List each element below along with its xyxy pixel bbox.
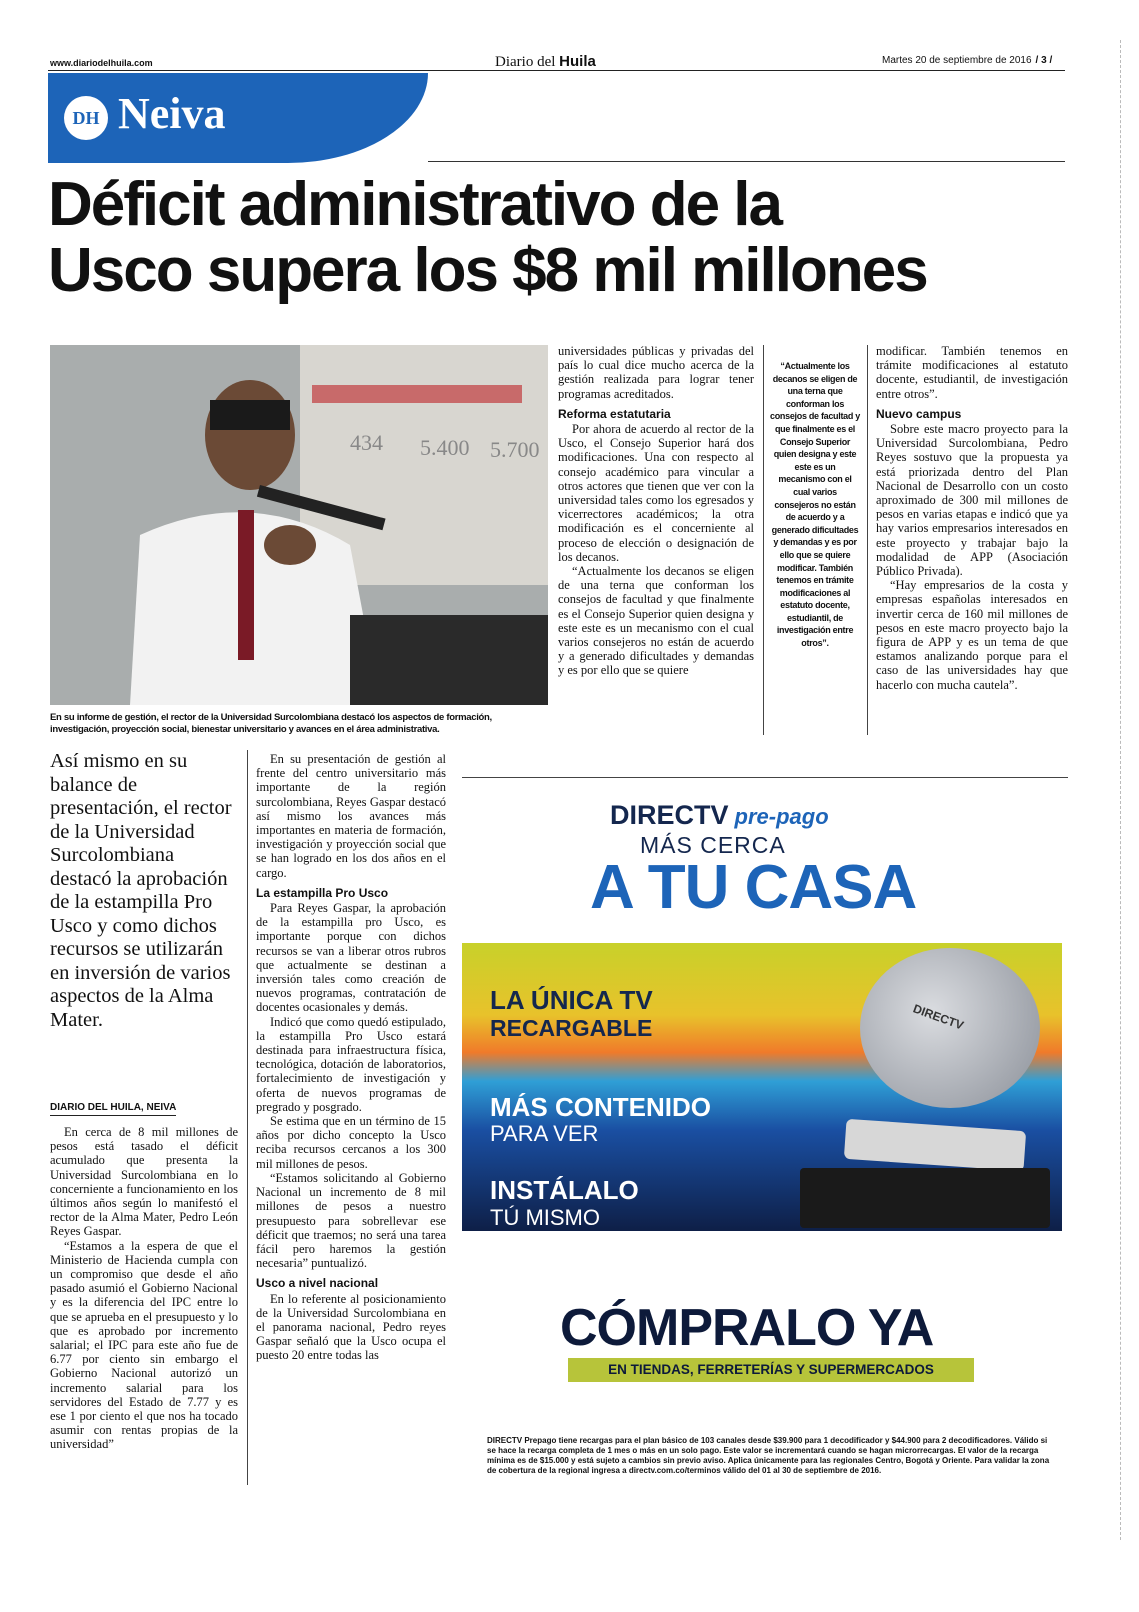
subheading: Nuevo campus xyxy=(876,406,962,421)
paragraph: “Actualmente los decanos se eligen de una terna que conforman los consejos de facultad y que finalmente es el Consejo Superior quien designa y este este es un mecanismo con el cual varios consejeros no están de acuerdo y a generado dificultades y demandas y es por ello que se quiere xyxy=(558,564,754,678)
ad-feature-1-sub: RECARGABLE xyxy=(490,1015,653,1041)
paper-name-bold: Huila xyxy=(559,53,596,70)
dh-logo-icon: DH xyxy=(64,96,108,140)
ad-feature-2: MÁS CONTENIDO xyxy=(490,1092,711,1122)
newspaper-name xyxy=(495,53,596,71)
headline-line-2: Usco supera los $8 mil millones xyxy=(48,236,927,305)
ad-feature-3-sub: TÚ MISMO xyxy=(490,1205,600,1230)
rector-photo-illustration xyxy=(50,345,548,705)
subheading: Reforma estatutaria xyxy=(558,406,671,421)
paragraph: universidades públicas y privadas del país lo cual dice mucho acerca de la gestión realizada para lograr tener programas acreditados. xyxy=(558,344,754,401)
paragraph: “Estamos a la espera de que el Ministerio de Hacienda cumpla con un compromiso que desde el año pasado asumió el Gobierno Nacional y es la diferencia del IPC entre lo que se aprueba en el presupuesto y lo que es aprobado por incremento salarial; el IPC para este año fue de 6.77 por ciento sin embargo el Gobierno Nacional autorizó un incremento salarial para los servidores del Estado de 7.77 y es ese 1 por ciento el que nos ha tocado asumir con rentas propias de la universidad” xyxy=(50,1238,238,1452)
ad-call-to-action: CÓMPRALO YA xyxy=(560,1299,934,1357)
article-lead: Así mismo en su balance de presentación, el rector de la Universidad Surcolombiana destacó la aprobación de la estampilla Pro Usco y como dichos recursos se utilizarán en inversión de varios aspectos de la Alma Mater. xyxy=(50,750,232,1031)
body-column-1 xyxy=(50,1125,238,1452)
ad-top-rule xyxy=(462,777,1068,778)
decoder-box-icon xyxy=(800,1168,1050,1228)
subheading: La estampilla Pro Usco xyxy=(256,885,389,900)
header-rule xyxy=(48,70,1065,71)
screen-number-3: 5.700 xyxy=(490,437,540,462)
paragraph: En su presentación de gestión al frente del centro universitario más importante de la región surcolombiana, Reyes Gaspar destacó así mismo los avances más importantes en materia de formación, investigación y proyección social que se han logrado en los dos años en el cargo. xyxy=(256,752,446,880)
site-url[interactable]: www.diariodelhuila.com xyxy=(50,58,153,68)
headline-line-1: Déficit administrativo de la xyxy=(48,170,781,239)
directv-wordmark: DIRECTV xyxy=(610,800,729,830)
body-column-4 xyxy=(876,344,1068,692)
column-divider xyxy=(867,345,868,735)
body-column-3 xyxy=(558,344,754,678)
pull-quote: “Actualmente los decanos se eligen de una terna que conforman los consejos de facultad y que finalmente es el Consejo Superior quien designa y este este es un mecanismo con el cual varios consejeros no están de acuerdo y a generado dificultades y demandas y es por ello que se quiere modificar. También tenemos en trámite modificaciones al estatuto docente, estudiantil, de investigación entre otros”. xyxy=(770,361,860,649)
paragraph: Por ahora de acuerdo al rector de la Usco, el Consejo Superior hará dos modificaciones. Una con respecto al consejo académico para vincular a otros actores que tienen que ver con la universidad tales como los egresados y vicerrectores académicos; la otra modificación es el concerniente al proceso de elección o designación de los decanos. xyxy=(558,422,754,564)
issue-date xyxy=(882,55,1052,66)
article-photo xyxy=(50,345,548,705)
ad-feature-2-sub: PARA VER xyxy=(490,1121,599,1146)
paragraph: Indicó que como quedó estipulado, la estampilla Pro Usco estará destinada para infraestructura física, tecnológica, dotación de laboratorios, fortalecimiento de investigación y oferta de nuevos programas de pregrado y posgrado. xyxy=(256,1014,446,1114)
ad-where-to-buy: EN TIENDAS, FERRETERÍAS Y SUPERMERCADOS xyxy=(568,1358,974,1382)
screen-number-2: 5.400 xyxy=(420,435,470,460)
directv-logo[interactable] xyxy=(610,800,829,831)
ad-legal-text: DIRECTV Prepago tiene recargas para el plan básico de 103 canales desde $39.900 para 1 decodificador y $44.900 para 2 decodificadores. Válido si se hace la recarga completa de 1 mes o más en un solo pago. Este valor se incrementará cuando se hagan microrrecargas. El valor de la recarga mínima es de $15.000 y está sujeto a cambios sin previo aviso. Aplica únicamente para las regionales Centro, Bogotá y Oriente. Para validar la zona de cobertura de la regional ingresa a directv.com.co/terminos válido del 01 al 30 de septiembre de 2016. xyxy=(487,1436,1050,1475)
paper-name-prefix: Diario del xyxy=(495,54,560,70)
section-title: Neiva xyxy=(118,89,226,138)
paragraph: Se estima que en un término de 15 años por dicho concepto la Usco reciba recursos cercanos a los 300 mil millones de pesos. xyxy=(256,1114,446,1171)
dish-label: DIRECTV xyxy=(911,1001,966,1033)
column-divider xyxy=(247,750,248,1485)
paragraph: En cerca de 8 mil millones de pesos está tasado el déficit acumulado que presenta la Universidad Surcolombiana en lo concerniente a funcionamiento en los últimos años según lo manifestó el rector de la Alma Mater, Pedro León Reyes Gaspar. xyxy=(50,1125,238,1239)
page-trim-line xyxy=(1120,40,1121,1540)
ad-feature-1: LA ÚNICA TV xyxy=(490,985,653,1015)
article-headline xyxy=(48,172,1078,304)
page-number: / 3 / xyxy=(1035,55,1053,66)
paragraph: “Hay empresarios de la costa y empresas españolas interesados en invertir cerca de 160 mil millones de pesos en este macro proyecto bajo la figura de APP y es un tema de que estamos analizando porque para el caso de las universidades hay que hacerlo con mucha cautela”. xyxy=(876,578,1068,692)
column-divider xyxy=(763,345,764,735)
ad-headline: A TU CASA xyxy=(590,853,917,922)
paragraph: En lo referente al posicionamiento de la Universidad Surcolombiana en el panorama nacional, Pedro reyes Gaspar señaló que la Usco ocupa el puesto 20 entre todas las xyxy=(256,1291,446,1363)
photo-caption: En su informe de gestión, el rector de la Universidad Surcolombiana destacó los aspectos de formación, investigación, proyección social, bienestar universitario y avances en el área administrativa. xyxy=(50,712,492,735)
paragraph: Para Reyes Gaspar, la aprobación de la estampilla pro Usco, es importante porque con dichos recursos se van a liberar otros rubros que actualmente se destinan a inversión tales como creación de nuevos programas, contratación de docentes ocasionales y demás. xyxy=(256,901,446,1015)
prepago-mark: pre-pago xyxy=(734,804,829,829)
paragraph: Sobre este macro proyecto para la Universidad Surcolombiana, Pedro Reyes sostuvo que la propuesta ya está priorizada dentro del Plan Nacional de Desarrollo con un costo aproximado de 300 mil millones de pesos en varias etapas e indicó que ya hay varios empresarios interesados en este proyecto y trabajar bajo la modalidad de APP (Asociación Público Privada). xyxy=(876,422,1068,579)
screen-number-1: 434 xyxy=(350,430,383,455)
date-text: Martes 20 de septiembre de 2016 xyxy=(882,55,1032,66)
paragraph: “Estamos solicitando al Gobierno Nacional un incremento de 8 mil millones de pesos a nuestro presupuesto para sobrellevar ese déficit que traemos; no será una tarea fácil pero haremos la gestión necesaria” puntualizó. xyxy=(256,1170,446,1271)
ad-tagline: MÁS CERCA xyxy=(640,832,786,858)
body-column-2 xyxy=(256,752,446,1363)
subheading: Usco a nivel nacional xyxy=(256,1276,379,1291)
article-byline: DIARIO DEL HUILA, NEIVA xyxy=(50,1102,176,1116)
paragraph: modificar. También tenemos en trámite modificaciones al estatuto docente, estudiantil, de investigación entre otros”. xyxy=(876,344,1068,401)
ad-feature-3: INSTÁLALO xyxy=(490,1175,639,1205)
